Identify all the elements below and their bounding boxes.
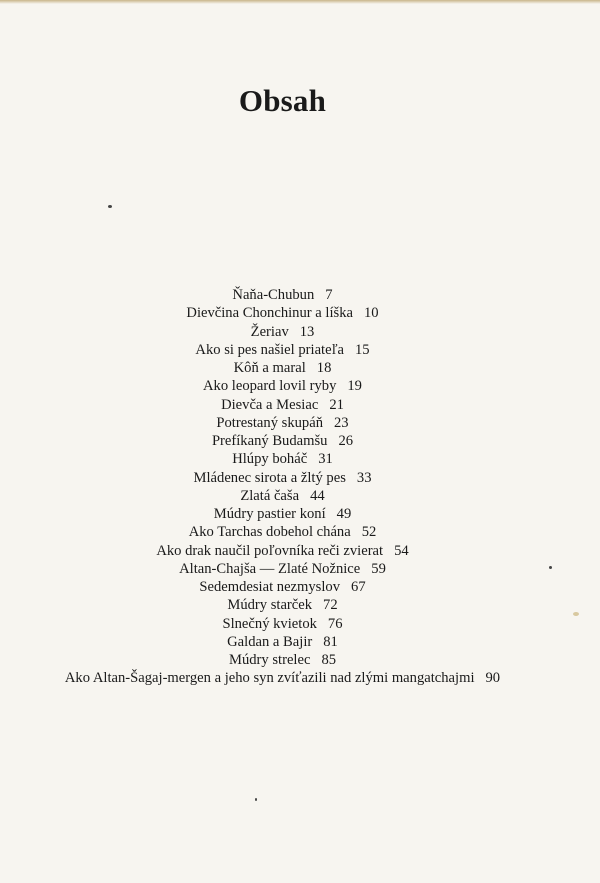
toc-entry-page: 7 (325, 287, 333, 303)
toc-entry-title: Prefíkaný Budamšu (211, 433, 328, 449)
scan-speck (108, 205, 112, 208)
toc-entry-title: Ako si pes našiel priateľa (195, 341, 344, 358)
toc-entry-title: Dievča a Mesiac (221, 396, 319, 413)
toc-entry (0, 560, 565, 578)
toc-entry-page: 26 (338, 433, 354, 449)
toc-entry-page: 76 (327, 615, 343, 632)
toc-entry-page: 13 (299, 323, 315, 340)
scan-speck (549, 566, 552, 569)
toc-entry-page: 49 (336, 506, 352, 522)
toc-entry-title: Potrestaný skupáň (216, 414, 323, 431)
toc-entry-title: Žeriav (250, 323, 289, 340)
toc-entry (0, 286, 565, 304)
page-edge (0, 0, 600, 4)
toc-entry-title: Sedemdesiat nezmyslov (199, 579, 341, 595)
toc-entry-page: 10 (363, 305, 379, 322)
toc-entry-title: Ako Altan-Šagaj-mergen a jeho syn zvíťazili nad zlými mangatchajmi (64, 670, 475, 687)
toc-entry-title: Ňaňa-Chubun (232, 287, 315, 303)
toc-entry (0, 414, 565, 432)
toc-entry (0, 651, 565, 669)
toc-entry-title: Altan-Chajša — Zlaté Nožnice (179, 560, 361, 577)
toc-entry (0, 304, 565, 322)
toc-entry-title: Múdry strelec (228, 652, 311, 668)
toc-entry (0, 669, 565, 687)
toc-entry-title: Múdry pastier koní (213, 506, 326, 522)
toc-entry-title: Ako leopard lovil ryby (203, 378, 337, 395)
toc-entry (0, 432, 565, 450)
toc-entry (0, 615, 565, 633)
toc-entry-page: 81 (323, 633, 338, 650)
toc-entry-page: 52 (361, 524, 377, 541)
toc-entry (0, 633, 565, 651)
toc-entry-page: 15 (355, 341, 370, 358)
toc-entry (0, 359, 565, 377)
toc-entry (0, 487, 565, 505)
toc-entry (0, 396, 565, 414)
toc-entry-page: 21 (329, 396, 344, 413)
toc-entry-title: Hlúpy boháč (232, 451, 308, 468)
toc-entry-page: 59 (371, 560, 386, 577)
toc-entry-title: Ako drak naučil poľovníka reči zvierat (156, 542, 384, 559)
scan-speck (255, 798, 257, 801)
toc-entry-page: 18 (316, 360, 332, 376)
toc-entry-title: Múdry starček (227, 597, 313, 614)
toc-entry (0, 578, 565, 596)
toc-entry (0, 341, 565, 359)
toc-entry-title: Kôň a maral (233, 360, 306, 376)
toc-entry-page: 19 (347, 378, 362, 395)
toc-entry-page: 72 (323, 597, 338, 614)
toc-entry (0, 596, 565, 614)
toc-entry (0, 377, 565, 395)
toc-entry-page: 44 (310, 487, 325, 504)
toc-entry-page: 33 (356, 469, 372, 486)
toc-entry-title: Slnečný kvietok (222, 615, 317, 632)
toc-entry-page: 54 (394, 542, 409, 559)
toc-entry (0, 542, 565, 560)
toc-entry (0, 523, 565, 541)
toc-entry-title: Galdan a Bajir (227, 633, 313, 650)
toc-entry-title: Dievčina Chonchinur a líška (186, 305, 353, 322)
table-of-contents (0, 286, 565, 688)
scan-speck (573, 612, 579, 616)
toc-entry (0, 323, 565, 341)
toc-entry (0, 505, 565, 523)
toc-entry-page: 85 (321, 652, 337, 668)
toc-entry-page: 90 (485, 670, 501, 687)
toc-entry-page: 67 (351, 579, 366, 595)
toc-entry-title: Mládenec sirota a žltý pes (193, 469, 346, 486)
toc-entry-title: Ako Tarchas dobehol chána (188, 524, 351, 541)
toc-entry-page: 31 (318, 451, 333, 468)
toc-entry-title: Zlatá čaša (240, 487, 300, 504)
toc-entry-page: 23 (334, 414, 349, 431)
toc-entry (0, 450, 565, 468)
toc-entry (0, 469, 565, 487)
page-title: Obsah (238, 82, 327, 118)
